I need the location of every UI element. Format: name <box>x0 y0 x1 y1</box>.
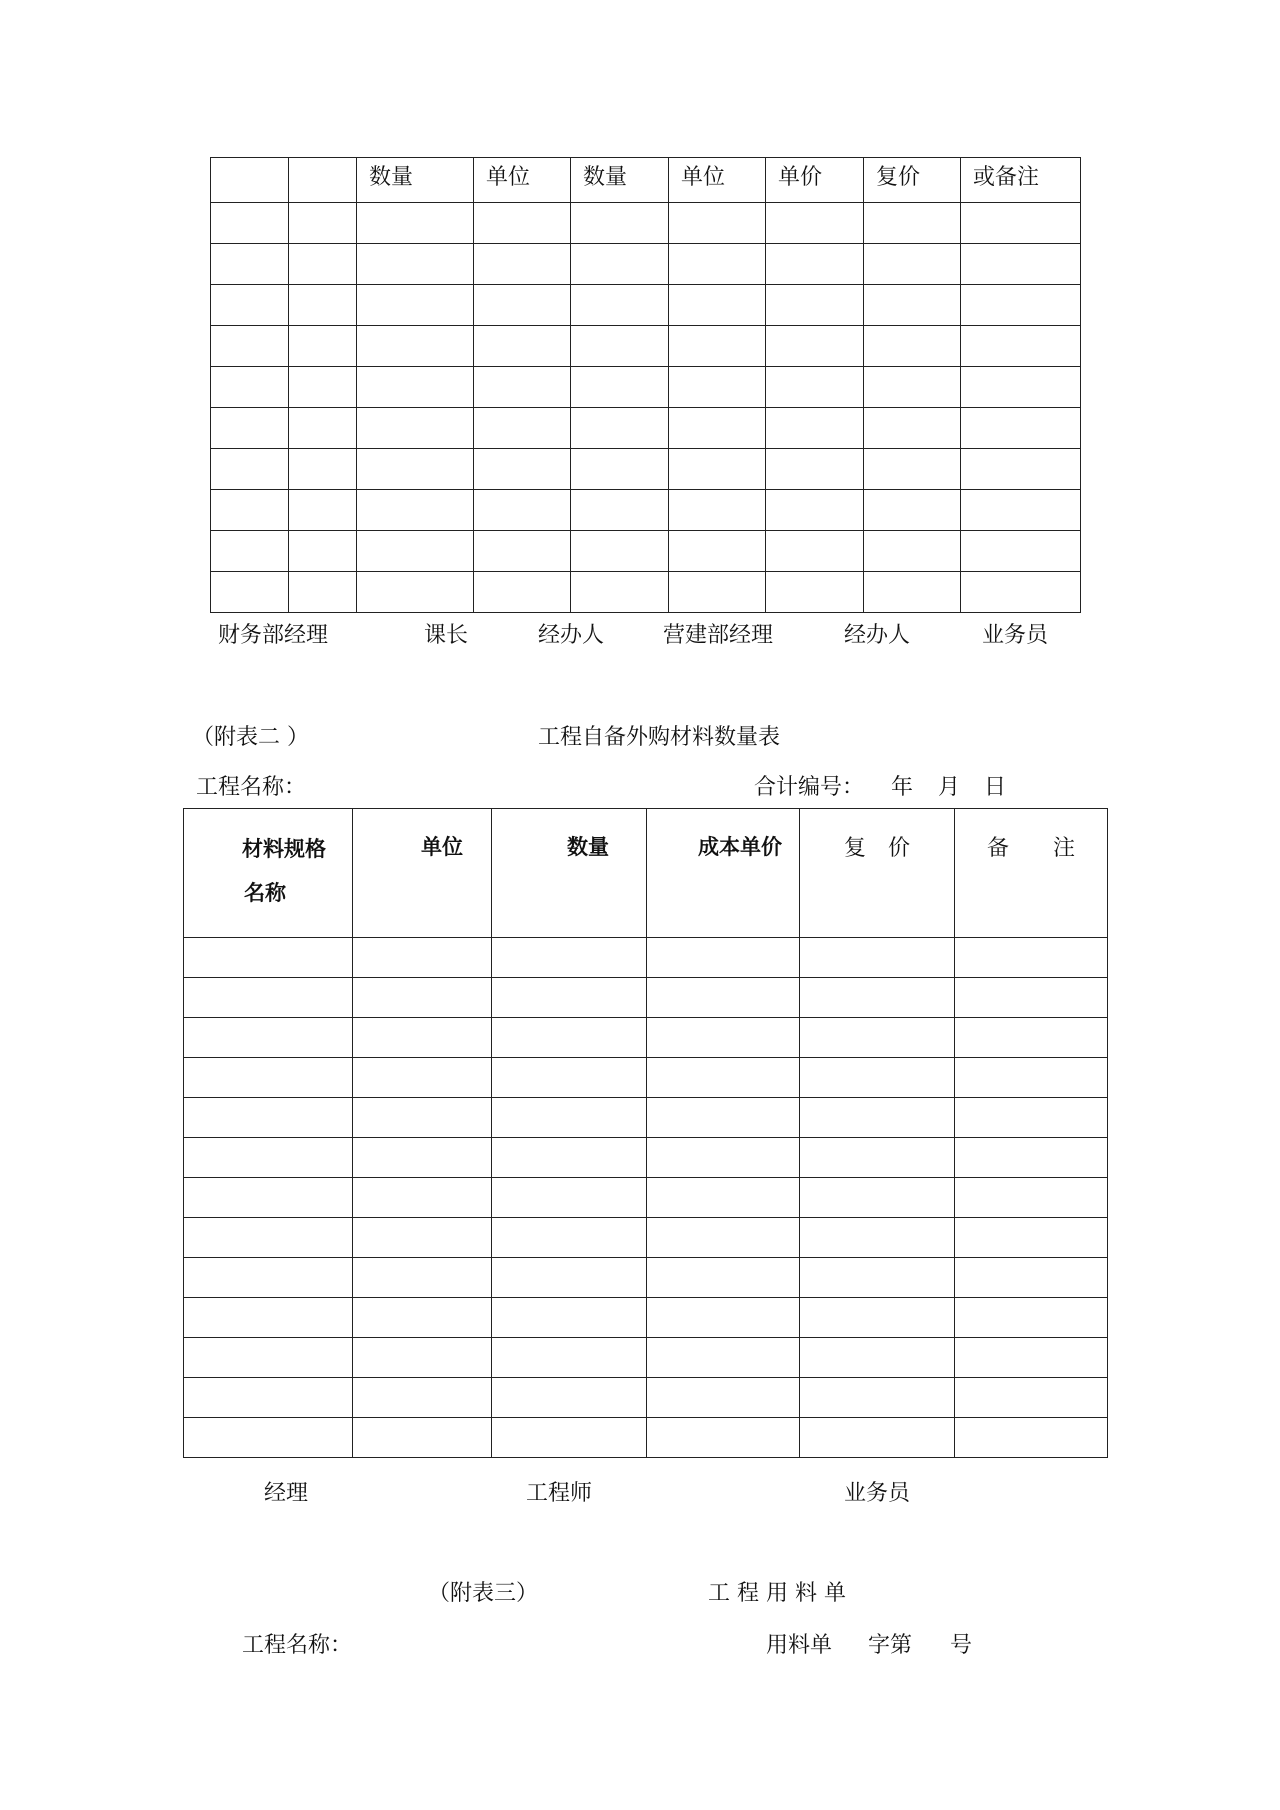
table-cell[interactable] <box>647 1298 800 1338</box>
table-cell[interactable] <box>211 408 289 449</box>
table-cell[interactable] <box>357 449 474 490</box>
table-cell[interactable] <box>184 1178 353 1218</box>
table1-header-cell: 或备注 <box>961 158 1081 203</box>
table-cell[interactable] <box>357 408 474 449</box>
table-cell[interactable] <box>211 203 289 244</box>
table-cell[interactable] <box>800 1178 955 1218</box>
table-cell[interactable] <box>289 572 357 613</box>
table-cell[interactable] <box>357 285 474 326</box>
table-cell[interactable] <box>571 244 669 285</box>
table-cell[interactable] <box>492 1378 647 1418</box>
table-cell[interactable] <box>184 1418 353 1458</box>
sig-engineer: 工程师 <box>526 1481 593 1506</box>
table-cell[interactable] <box>184 1218 353 1258</box>
table-cell[interactable] <box>864 326 961 367</box>
table-cell[interactable] <box>864 203 961 244</box>
table-cell[interactable] <box>961 490 1081 531</box>
table-cell[interactable] <box>492 1178 647 1218</box>
table-cell[interactable] <box>211 531 289 572</box>
table-cell[interactable] <box>961 531 1081 572</box>
table-cell[interactable] <box>800 1098 955 1138</box>
table-cell[interactable] <box>353 1138 492 1178</box>
table-cell[interactable] <box>955 1018 1108 1058</box>
table-cell[interactable] <box>647 1138 800 1178</box>
table-cell[interactable] <box>357 326 474 367</box>
table-cell[interactable] <box>800 1298 955 1338</box>
table-row <box>184 1378 1108 1418</box>
table-row <box>184 1098 1108 1138</box>
sig-manager: 经理 <box>264 1481 309 1506</box>
table-cell[interactable] <box>864 572 961 613</box>
table-cell[interactable] <box>647 978 800 1018</box>
table-cell[interactable] <box>353 938 492 978</box>
header-compound-price: 复 价 <box>800 809 955 938</box>
header-quantity: 数量 <box>492 809 647 938</box>
table-row <box>211 408 1081 449</box>
table-cell[interactable] <box>647 1178 800 1218</box>
table-cell[interactable] <box>669 244 766 285</box>
table1-header-cell: 单位 <box>669 158 766 203</box>
table-row <box>184 1218 1108 1258</box>
table-cell[interactable] <box>766 408 864 449</box>
table-cell[interactable] <box>211 285 289 326</box>
table-cell[interactable] <box>474 367 571 408</box>
table-cell[interactable] <box>492 978 647 1018</box>
project-name-label-2: 工程名称： <box>196 775 307 800</box>
table-cell[interactable] <box>184 1258 353 1298</box>
table-cell[interactable] <box>474 285 571 326</box>
table-cell[interactable] <box>669 572 766 613</box>
table-cell[interactable] <box>211 244 289 285</box>
table-cell[interactable] <box>474 408 571 449</box>
table-cell[interactable] <box>357 531 474 572</box>
table-row <box>211 449 1081 490</box>
table-cell[interactable] <box>766 244 864 285</box>
table-row <box>211 285 1081 326</box>
table-cell[interactable] <box>353 1178 492 1218</box>
table-cell[interactable] <box>571 572 669 613</box>
table-cell[interactable] <box>184 1298 353 1338</box>
table-row <box>184 1298 1108 1338</box>
table-cell[interactable] <box>961 326 1081 367</box>
sig-construction-manager: 营建部经理 <box>663 623 774 648</box>
table-row <box>211 490 1081 531</box>
table-cell[interactable] <box>289 285 357 326</box>
table-cell[interactable] <box>955 1138 1108 1178</box>
table-cell[interactable] <box>955 1338 1108 1378</box>
table-cell[interactable] <box>289 244 357 285</box>
table-cell[interactable] <box>289 203 357 244</box>
table-cell[interactable] <box>289 408 357 449</box>
year-label: 年 <box>891 775 914 800</box>
table-cell[interactable] <box>474 572 571 613</box>
table1-header-cell <box>289 158 357 203</box>
table-cell[interactable] <box>492 1418 647 1458</box>
form-number-suffix: 号 <box>950 1633 973 1658</box>
table-cell[interactable] <box>211 572 289 613</box>
table-cell[interactable] <box>492 1058 647 1098</box>
appendix-2-title: 工程自备外购材料数量表 <box>538 725 781 750</box>
table-cell[interactable] <box>289 367 357 408</box>
table-cell[interactable] <box>955 1378 1108 1418</box>
day-label: 日 <box>984 775 1007 800</box>
table1-header-cell: 数量 <box>571 158 669 203</box>
table-cell[interactable] <box>647 1058 800 1098</box>
table-cell[interactable] <box>492 1218 647 1258</box>
table-row <box>211 244 1081 285</box>
table-cell[interactable] <box>669 326 766 367</box>
table-cell[interactable] <box>571 367 669 408</box>
table-cell[interactable] <box>492 1298 647 1338</box>
table-cell[interactable] <box>353 1418 492 1458</box>
table-cell[interactable] <box>766 490 864 531</box>
table-cell[interactable] <box>955 1418 1108 1458</box>
table-cell[interactable] <box>211 490 289 531</box>
table-cell[interactable] <box>571 203 669 244</box>
table-cell[interactable] <box>184 1338 353 1378</box>
table-cell[interactable] <box>766 285 864 326</box>
table-cell[interactable] <box>353 1298 492 1338</box>
table-cell[interactable] <box>184 938 353 978</box>
table-cell[interactable] <box>766 326 864 367</box>
table-cell[interactable] <box>800 978 955 1018</box>
table-cell[interactable] <box>571 531 669 572</box>
table-cell[interactable] <box>353 1378 492 1418</box>
table-cell[interactable] <box>800 1058 955 1098</box>
table-cell[interactable] <box>353 1098 492 1138</box>
table-cell[interactable] <box>289 449 357 490</box>
table-cell[interactable] <box>955 1178 1108 1218</box>
table-cell[interactable] <box>800 1418 955 1458</box>
table-cell[interactable] <box>647 1338 800 1378</box>
table-cell[interactable] <box>647 1418 800 1458</box>
table-cell[interactable] <box>492 1338 647 1378</box>
table-cell[interactable] <box>955 1098 1108 1138</box>
table-cell[interactable] <box>864 449 961 490</box>
table-cell[interactable] <box>961 408 1081 449</box>
table-cell[interactable] <box>184 978 353 1018</box>
sig-finance-manager: 财务部经理 <box>218 623 329 648</box>
header-cost-unit-price: 成本单价 <box>647 809 800 938</box>
table-cell[interactable] <box>647 938 800 978</box>
table-row <box>184 1058 1108 1098</box>
form-char-no-label: 字第 <box>868 1633 913 1658</box>
table1-header-cell: 复价 <box>864 158 961 203</box>
table-cell[interactable] <box>864 408 961 449</box>
table-cell[interactable] <box>864 531 961 572</box>
table-cell[interactable] <box>474 449 571 490</box>
table-cell[interactable] <box>474 490 571 531</box>
table-cell[interactable] <box>961 367 1081 408</box>
table-cell[interactable] <box>184 1098 353 1138</box>
table-row <box>184 1258 1108 1298</box>
table1-header-row <box>211 158 1081 203</box>
table-row <box>184 938 1108 978</box>
table-cell[interactable] <box>864 367 961 408</box>
month-label: 月 <box>938 775 961 800</box>
table-cell[interactable] <box>800 1258 955 1298</box>
table-cell[interactable] <box>492 938 647 978</box>
table-cell[interactable] <box>353 1018 492 1058</box>
table-cell[interactable] <box>353 1338 492 1378</box>
table-cell[interactable] <box>184 1138 353 1178</box>
table-cell[interactable] <box>492 1258 647 1298</box>
table-cell[interactable] <box>800 1378 955 1418</box>
table-cell[interactable] <box>669 367 766 408</box>
table-cell[interactable] <box>357 572 474 613</box>
sig-salesperson-2: 业务员 <box>844 1481 911 1506</box>
table-cell[interactable] <box>766 531 864 572</box>
table-cell[interactable] <box>864 244 961 285</box>
table-cell[interactable] <box>955 1258 1108 1298</box>
header-material-spec: 材料规格 名称 <box>184 809 353 938</box>
table-cell[interactable] <box>800 938 955 978</box>
header-unit: 单位 <box>353 809 492 938</box>
material-form-label: 用料单 <box>766 1633 833 1658</box>
table-cell[interactable] <box>492 1138 647 1178</box>
table-row <box>184 1178 1108 1218</box>
table-row <box>211 203 1081 244</box>
appendix-3-label: （附表三） <box>428 1581 539 1606</box>
table-row <box>184 1338 1108 1378</box>
table2-header-row <box>184 809 1108 938</box>
table-cell[interactable] <box>800 1338 955 1378</box>
table-row <box>184 1138 1108 1178</box>
table-cell[interactable] <box>766 367 864 408</box>
table1-header-cell: 单位 <box>474 158 571 203</box>
table-cell[interactable] <box>571 449 669 490</box>
table-cell[interactable] <box>474 531 571 572</box>
project-name-label-3: 工程名称： <box>242 1633 353 1658</box>
table-cell[interactable] <box>669 408 766 449</box>
table-cell[interactable] <box>669 531 766 572</box>
table1-header-cell <box>211 158 289 203</box>
sig-handler-1: 经办人 <box>538 623 605 648</box>
table-cell[interactable] <box>474 203 571 244</box>
table-cell[interactable] <box>647 1258 800 1298</box>
table-cell[interactable] <box>669 449 766 490</box>
table-cell[interactable] <box>289 531 357 572</box>
table-row <box>184 1018 1108 1058</box>
sig-section-chief: 课长 <box>424 623 469 648</box>
table-row <box>211 326 1081 367</box>
table-cell[interactable] <box>800 1218 955 1258</box>
table-cell[interactable] <box>571 408 669 449</box>
table-cell[interactable] <box>353 978 492 1018</box>
total-number-label: 合计编号： <box>754 775 865 800</box>
table-cell[interactable] <box>357 490 474 531</box>
table1-header-cell: 数量 <box>357 158 474 203</box>
table-cell[interactable] <box>955 1218 1108 1258</box>
appendix-3-title: 工 程 用 料 单 <box>708 1581 846 1606</box>
table-cell[interactable] <box>766 203 864 244</box>
table-cell[interactable] <box>357 203 474 244</box>
table-cell[interactable] <box>800 1138 955 1178</box>
table-cell[interactable] <box>211 326 289 367</box>
table-cell[interactable] <box>647 1378 800 1418</box>
table-cell[interactable] <box>492 1018 647 1058</box>
table-cell[interactable] <box>955 938 1108 978</box>
table-row <box>184 978 1108 1018</box>
table-cell[interactable] <box>357 244 474 285</box>
table-cell[interactable] <box>184 1058 353 1098</box>
table-cell[interactable] <box>289 326 357 367</box>
table-cell[interactable] <box>184 1018 353 1058</box>
table-cell[interactable] <box>571 326 669 367</box>
table-cell[interactable] <box>766 449 864 490</box>
table-cell[interactable] <box>571 285 669 326</box>
table-cell[interactable] <box>474 326 571 367</box>
table-cell[interactable] <box>766 572 864 613</box>
table-cell[interactable] <box>571 490 669 531</box>
table-cell[interactable] <box>955 978 1108 1018</box>
table-cell[interactable] <box>961 203 1081 244</box>
table-cell[interactable] <box>961 285 1081 326</box>
table-cell[interactable] <box>647 1018 800 1058</box>
table-cell[interactable] <box>353 1218 492 1258</box>
table-cell[interactable] <box>474 244 571 285</box>
table-cell[interactable] <box>289 490 357 531</box>
table-row <box>211 531 1081 572</box>
table-cell[interactable] <box>800 1018 955 1058</box>
table-cell[interactable] <box>184 1378 353 1418</box>
table-cell[interactable] <box>353 1258 492 1298</box>
table-cell[interactable] <box>492 1098 647 1138</box>
table-cell[interactable] <box>669 490 766 531</box>
table-cell[interactable] <box>864 490 961 531</box>
table-row <box>184 1418 1108 1458</box>
header-remarks: 备 注 <box>955 809 1108 938</box>
table-cell[interactable] <box>955 1058 1108 1098</box>
table-row <box>211 572 1081 613</box>
table-cell[interactable] <box>669 285 766 326</box>
material-table-1 <box>210 157 1081 613</box>
sig-handler-2: 经办人 <box>844 623 911 648</box>
material-quantity-table <box>183 808 1108 1458</box>
appendix-2-label: （附表二 ） <box>192 725 309 750</box>
table-cell[interactable] <box>357 367 474 408</box>
sig-salesperson-1: 业务员 <box>982 623 1049 648</box>
table-cell[interactable] <box>864 285 961 326</box>
table-cell[interactable] <box>211 367 289 408</box>
table-cell[interactable] <box>961 572 1081 613</box>
table-cell[interactable] <box>961 244 1081 285</box>
table-cell[interactable] <box>353 1058 492 1098</box>
table-cell[interactable] <box>955 1298 1108 1338</box>
table-cell[interactable] <box>647 1098 800 1138</box>
table-row <box>211 367 1081 408</box>
table-cell[interactable] <box>669 203 766 244</box>
table-cell[interactable] <box>961 449 1081 490</box>
table1-header-cell: 单价 <box>766 158 864 203</box>
table-cell[interactable] <box>211 449 289 490</box>
table-cell[interactable] <box>647 1218 800 1258</box>
